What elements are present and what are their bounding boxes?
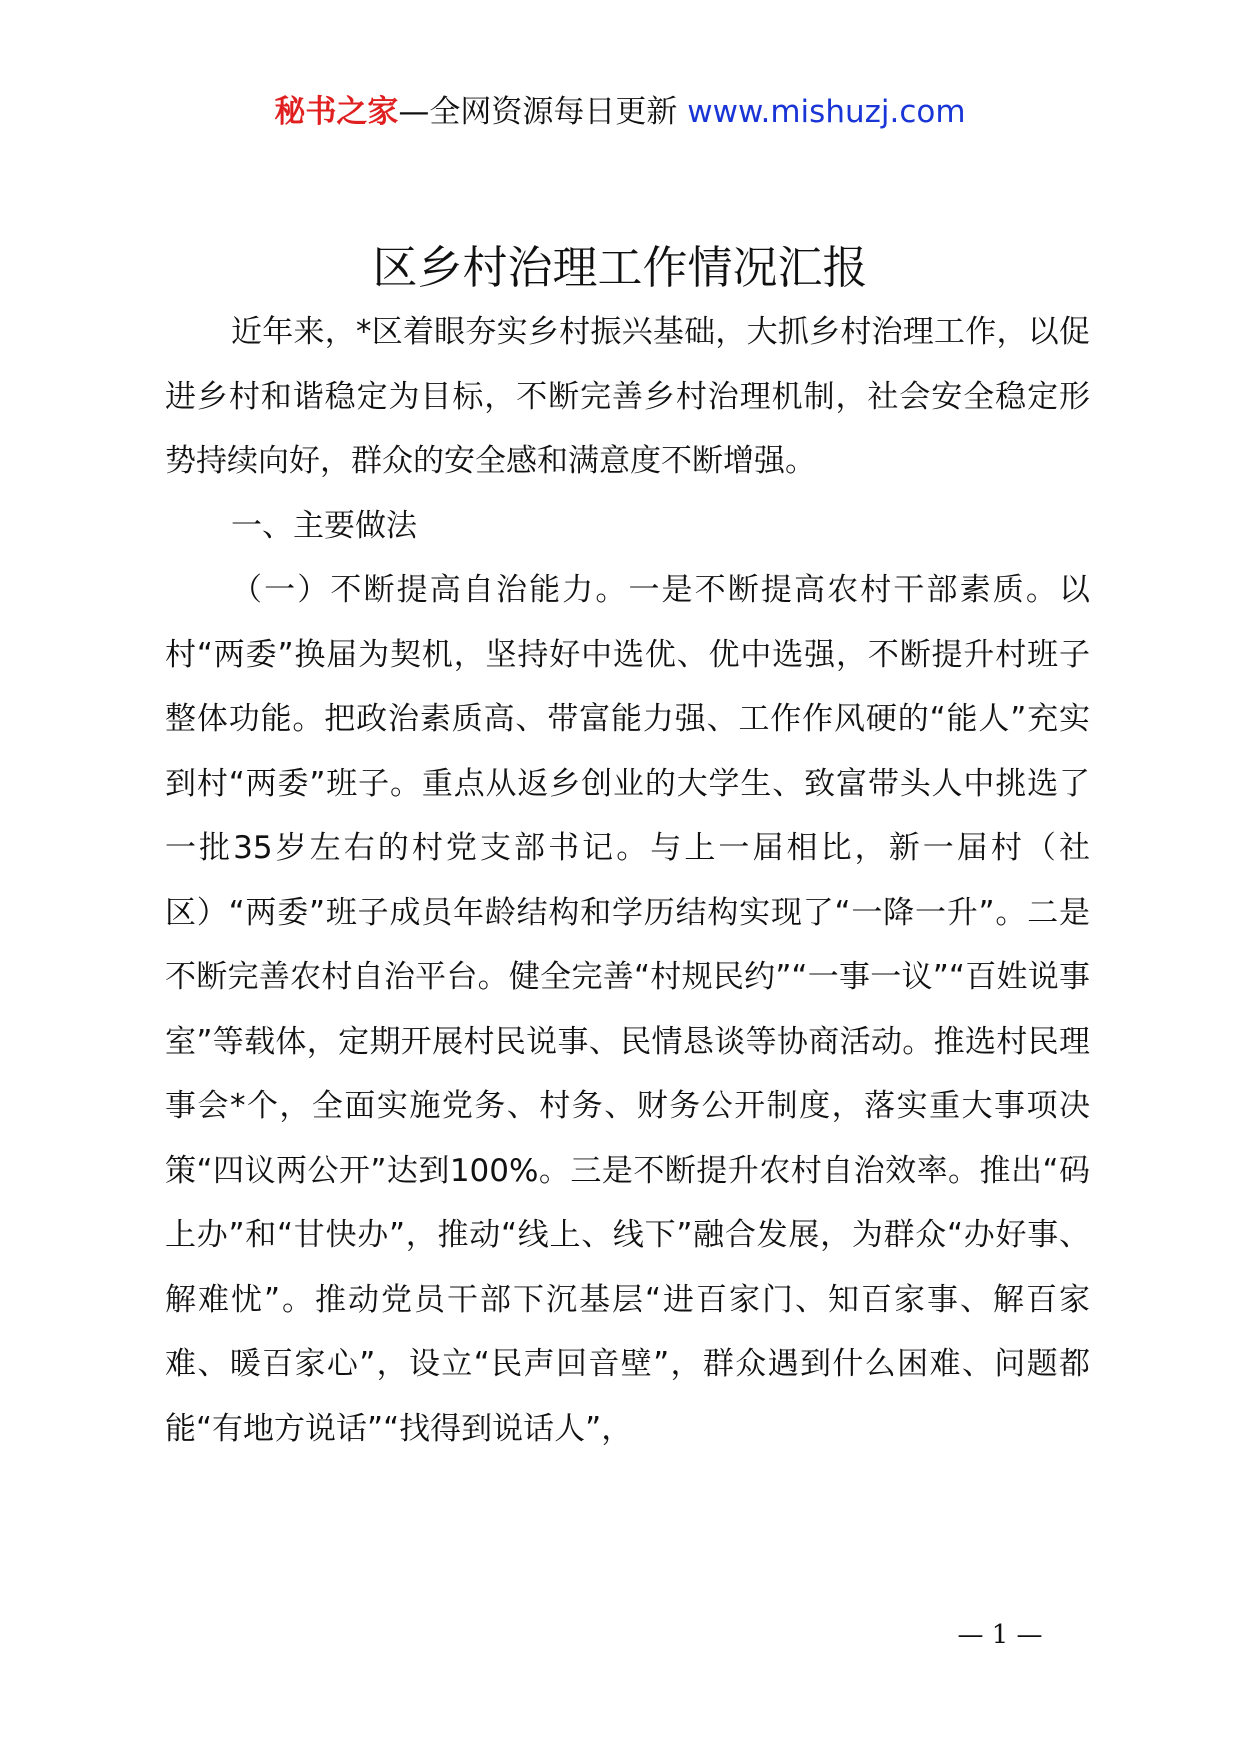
intro-paragraph: 近年来，*区着眼夯实乡村振兴基础，大抓乡村治理工作，以促进乡村和谐稳定为目标，不断完善乡村治理机制，社会安全稳定形势持续向好，群众的安全感和满意度不断增强。 [165, 314, 1090, 479]
body-paragraph: （一）不断提高自治能力。一是不断提高农村干部素质。以村“两委”换届为契机，坚持好中选优、优中选强，不断提升村班子整体功能。把政治素质高、带富能力强、工作作风硬的“能人”充实到村“两委”班子。重点从返乡创业的大学生、致富带头人中挑选了一批35岁左右的村党支部书记。与上一届相比，新一届村（社区）“两委”班子成员年龄结构和学历结构实现了“一降一升”。二是不断完善农村自治平台。健全完善“村规民约”“一事一议”“百姓说事室”等载体，定期开展村民说事、民情恳谈等协商活动。推选村民理事会*个，全面实施党务、村务、财务公开制度，落实重大事项决策“四议两公开”达到100%。三是不断提升农村自治效率。推出“码上办”和“甘快办”，推动“线上、线下”融合发展，为群众“办好事、解难忧”。推动党员干部下沉基层“进百家门、知百家事、解百家难、暖百家心”，设立“民声回音壁”，群众遇到什么困难、问题都能“有地方说话”“找得到说话人”， [165, 572, 1090, 1447]
section-heading: 一、主要做法 [231, 507, 417, 544]
page-number: — 1 — [957, 1620, 1043, 1650]
site-brand: 秘书之家 [274, 94, 399, 130]
site-header [0, 92, 1240, 132]
document-title: 区乡村治理工作情况汇报 [372, 241, 868, 294]
site-tagline: —全网资源每日更新 [398, 94, 678, 130]
document-body [165, 300, 1090, 1461]
site-url-link[interactable]: www.mishuzj.com [687, 94, 966, 130]
